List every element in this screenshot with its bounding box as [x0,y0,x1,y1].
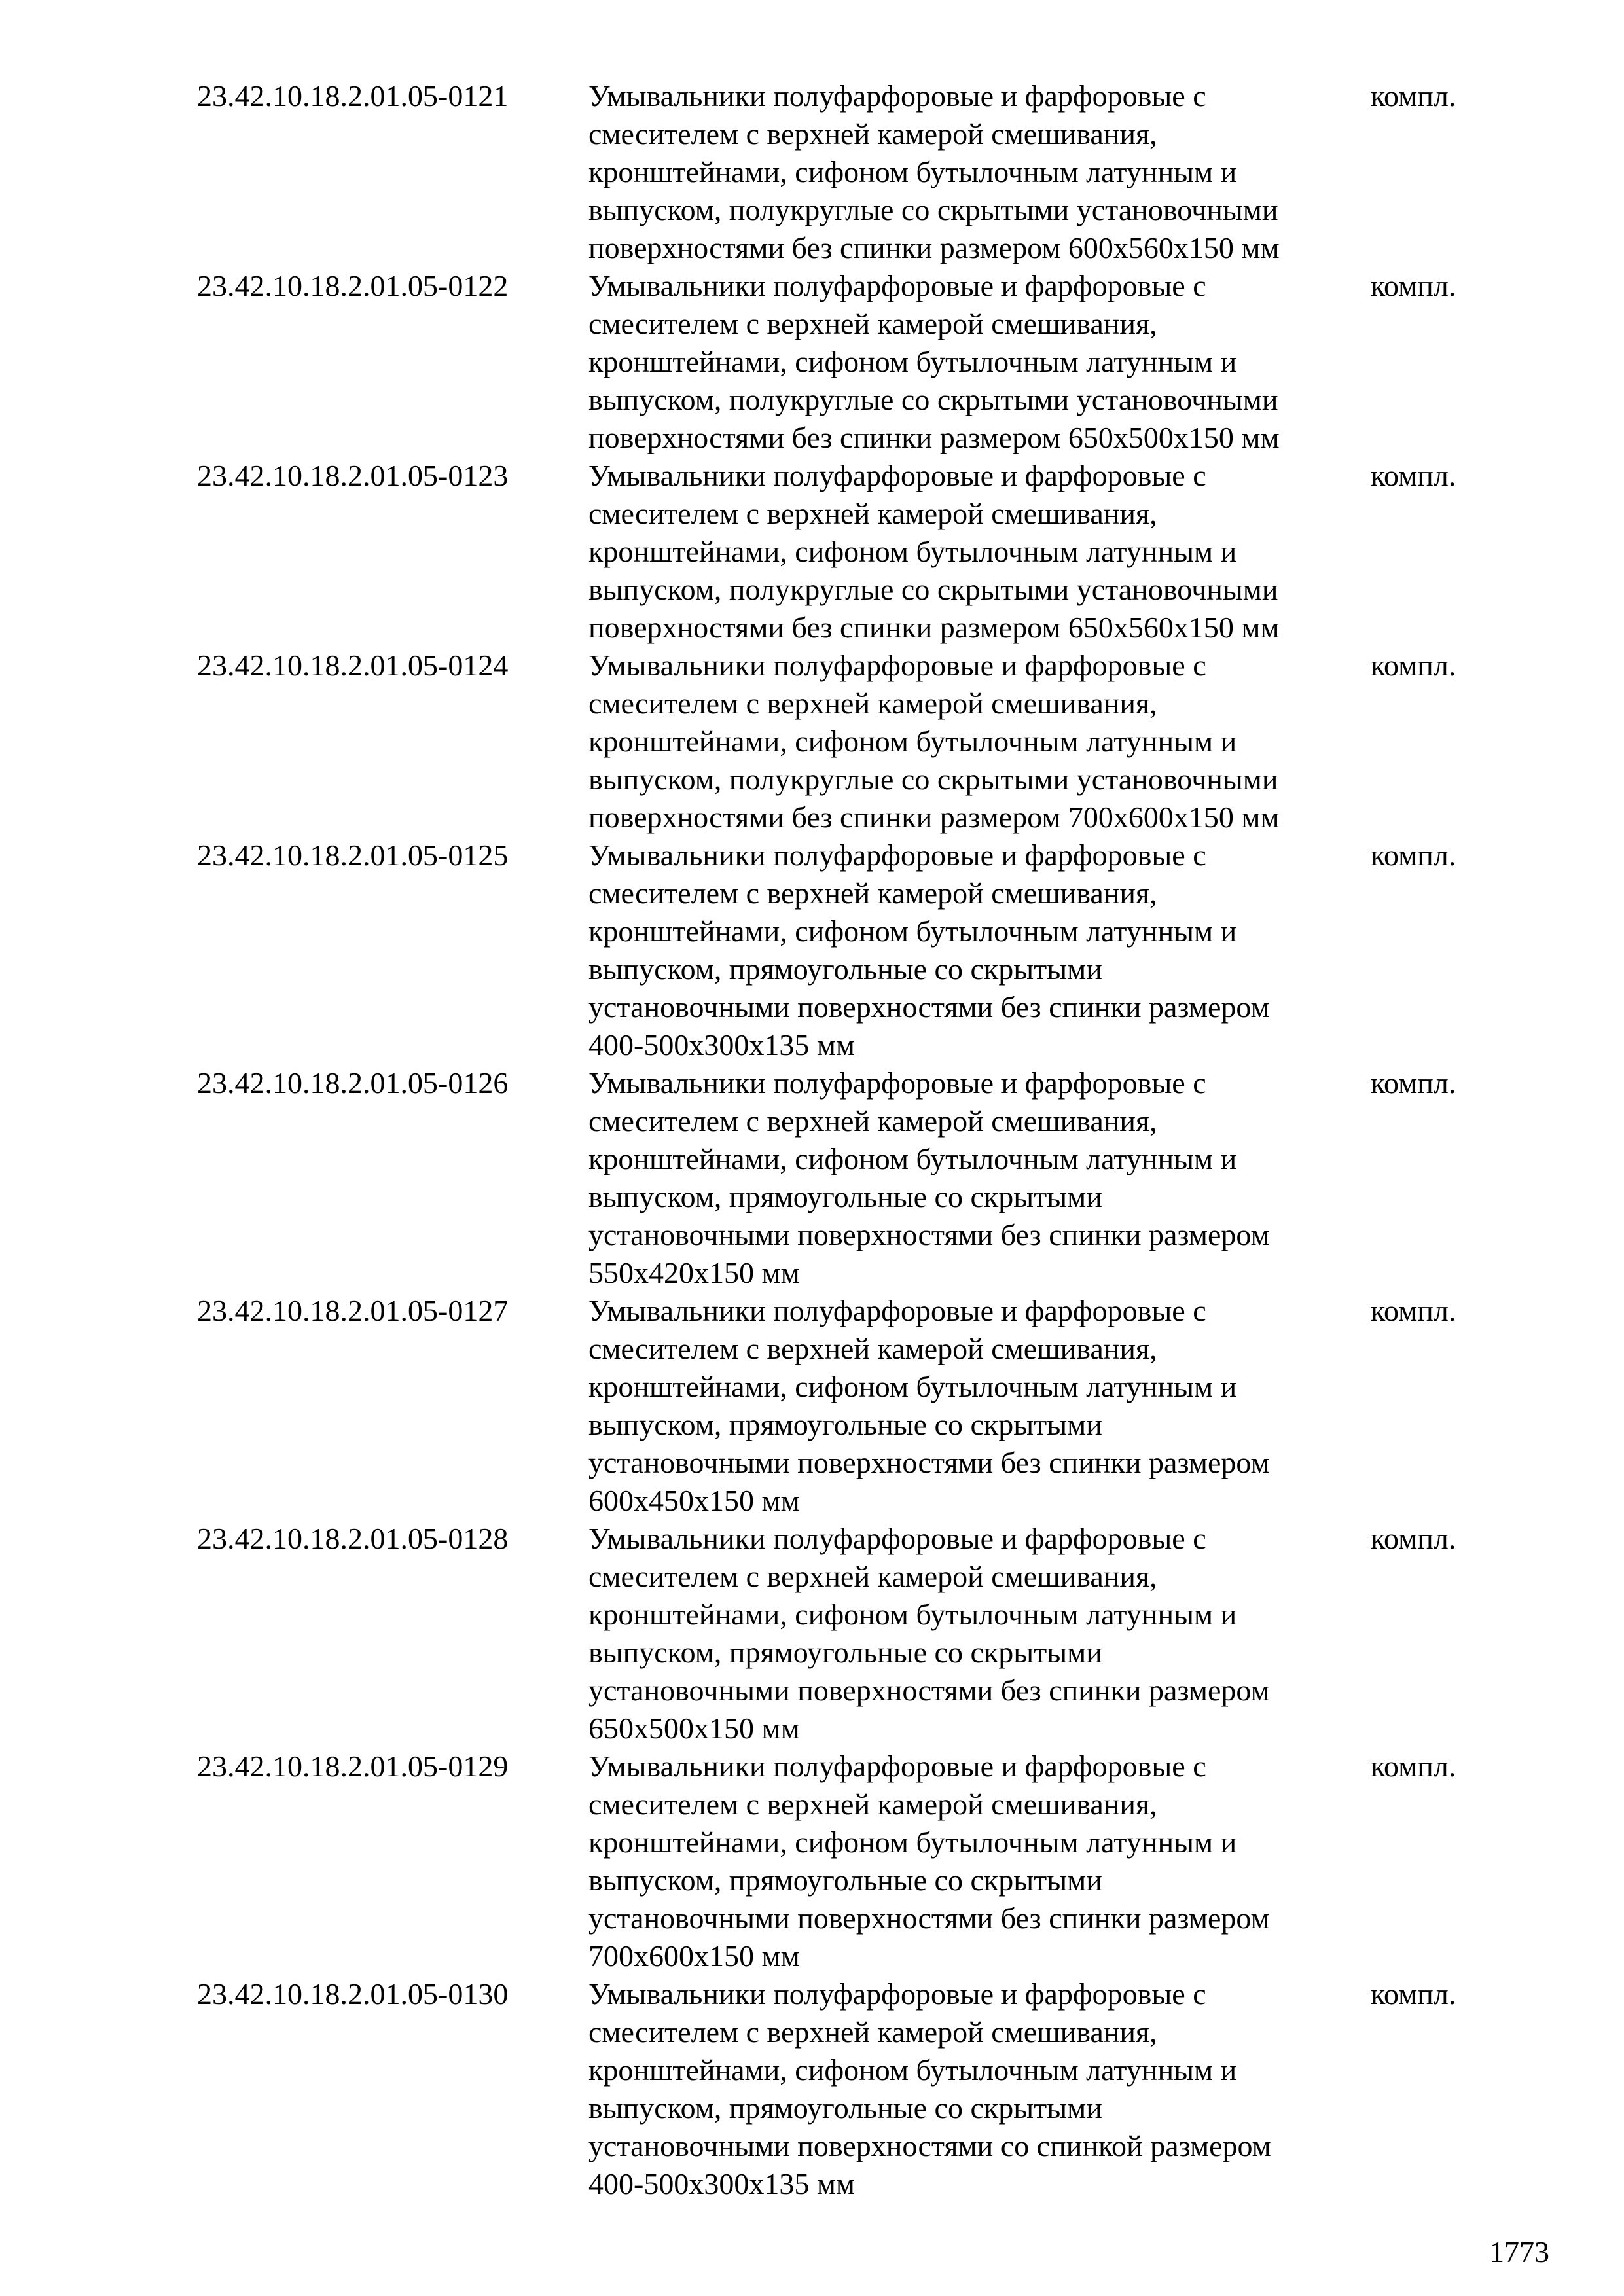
row-code: 23.42.10.18.2.01.05-0123 [197,459,509,492]
page-number: 1773 [1489,2235,1549,2269]
row-description: Умывальники полуфарфоровые и фарфоровые с смесителем с верхней камерой смешивания, кронштейнами, сифоном бутылочным латунным и выпуском, прямоугольные со скрытыми установочными поверхностями со спинкой размером 400-500x300x135 мм [588,1977,1271,2200]
table-row [197,1292,1506,1520]
row-unit: компл. [1371,838,1456,872]
row-unit: компл. [1371,649,1456,682]
row-code: 23.42.10.18.2.01.05-0130 [197,1977,509,2011]
row-code: 23.42.10.18.2.01.05-0124 [197,649,509,682]
row-unit: компл. [1371,79,1456,113]
table-row [197,77,1506,267]
row-description: Умывальники полуфарфоровые и фарфоровые с смесителем с верхней камерой смешивания, кронштейнами, сифоном бутылочным латунным и выпуском, полукруглые со скрытыми установочными поверхностями без спинки размером 600x560x150 мм [588,79,1280,264]
row-description: Умывальники полуфарфоровые и фарфоровые с смесителем с верхней камерой смешивания, кронштейнами, сифоном бутылочным латунным и выпуском, полукруглые со скрытыми установочными поверхностями без спинки размером 700x600x150 мм [588,649,1280,834]
row-unit: компл. [1371,1522,1456,1555]
row-unit: компл. [1371,1977,1456,2011]
row-description: Умывальники полуфарфоровые и фарфоровые с смесителем с верхней камерой смешивания, кронштейнами, сифоном бутылочным латунным и выпуском, полукруглые со скрытыми установочными поверхностями без спинки размером 650x500x150 мм [588,269,1280,454]
row-description: Умывальники полуфарфоровые и фарфоровые с смесителем с верхней камерой смешивания, кронштейнами, сифоном бутылочным латунным и выпуском, прямоугольные со скрытыми установочными поверхностями без спинки размером 550x420x150 мм [588,1066,1270,1289]
row-code: 23.42.10.18.2.01.05-0128 [197,1522,509,1555]
price-list-table [197,77,1506,2203]
table-row [197,1975,1506,2203]
table-row [197,1748,1506,1975]
row-code: 23.42.10.18.2.01.05-0125 [197,838,509,872]
table-row [197,457,1506,647]
row-code: 23.42.10.18.2.01.05-0127 [197,1294,509,1327]
row-unit: компл. [1371,1066,1456,1100]
table-row [197,1064,1506,1292]
table-row [197,836,1506,1064]
row-description: Умывальники полуфарфоровые и фарфоровые с смесителем с верхней камерой смешивания, кронштейнами, сифоном бутылочным латунным и выпуском, прямоугольные со скрытыми установочными поверхностями без спинки размером 600x450x150 мм [588,1294,1270,1517]
row-description: Умывальники полуфарфоровые и фарфоровые с смесителем с верхней камерой смешивания, кронштейнами, сифоном бутылочным латунным и выпуском, прямоугольные со скрытыми установочными поверхностями без спинки размером 400-500x300x135 мм [588,838,1270,1062]
row-description: Умывальники полуфарфоровые и фарфоровые с смесителем с верхней камерой смешивания, кронштейнами, сифоном бутылочным латунным и выпуском, полукруглые со скрытыми установочными поверхностями без спинки размером 650x560x150 мм [588,459,1280,644]
table-row [197,1520,1506,1748]
table-row [197,647,1506,836]
row-description: Умывальники полуфарфоровые и фарфоровые с смесителем с верхней камерой смешивания, кронштейнами, сифоном бутылочным латунным и выпуском, прямоугольные со скрытыми установочными поверхностями без спинки размером 650x500x150 мм [588,1522,1270,1745]
row-code: 23.42.10.18.2.01.05-0129 [197,1749,509,1783]
row-description: Умывальники полуфарфоровые и фарфоровые с смесителем с верхней камерой смешивания, кронштейнами, сифоном бутылочным латунным и выпуском, прямоугольные со скрытыми установочными поверхностями без спинки размером 700x600x150 мм [588,1749,1270,1973]
row-unit: компл. [1371,459,1456,492]
row-code: 23.42.10.18.2.01.05-0126 [197,1066,509,1100]
row-code: 23.42.10.18.2.01.05-0121 [197,79,509,113]
table-row [197,267,1506,457]
row-unit: компл. [1371,1749,1456,1783]
row-unit: компл. [1371,269,1456,302]
row-code: 23.42.10.18.2.01.05-0122 [197,269,509,302]
row-unit: компл. [1371,1294,1456,1327]
